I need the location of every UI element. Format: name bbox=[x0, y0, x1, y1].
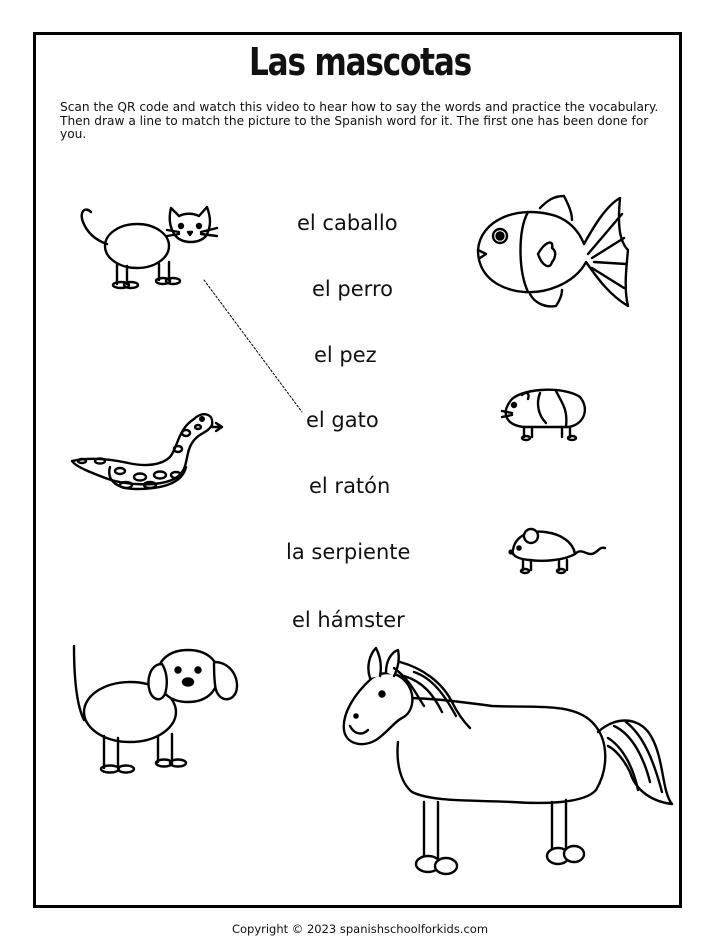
word-el-perro[interactable]: el perro bbox=[312, 277, 393, 301]
horse-picture[interactable] bbox=[332, 642, 682, 882]
word-el-pez[interactable]: el pez bbox=[314, 343, 377, 367]
copyright-footer: Copyright © 2023 spanishschoolforkids.com bbox=[231, 922, 489, 936]
word-el-hamster[interactable]: el hámster bbox=[292, 608, 405, 632]
word-la-serpiente[interactable]: la serpiente bbox=[286, 540, 411, 564]
instructions-text: Scan the QR code and watch this video to hear how to say the words and practice the vocabulary. Then draw a line to match the picture to the Spanish word for it. The first one has been done for you. bbox=[60, 100, 659, 141]
word-el-raton[interactable]: el ratón bbox=[309, 474, 391, 498]
snake-picture[interactable] bbox=[66, 405, 226, 495]
dog-picture[interactable] bbox=[66, 640, 246, 780]
fish-picture[interactable] bbox=[468, 190, 638, 315]
page-title: Las mascotas bbox=[249, 40, 471, 84]
word-el-gato[interactable]: el gato bbox=[306, 408, 379, 432]
mouse-picture[interactable] bbox=[505, 524, 610, 579]
hamster-picture[interactable] bbox=[496, 383, 591, 448]
cat-picture[interactable] bbox=[75, 200, 225, 295]
word-el-caballo[interactable]: el caballo bbox=[297, 211, 398, 235]
